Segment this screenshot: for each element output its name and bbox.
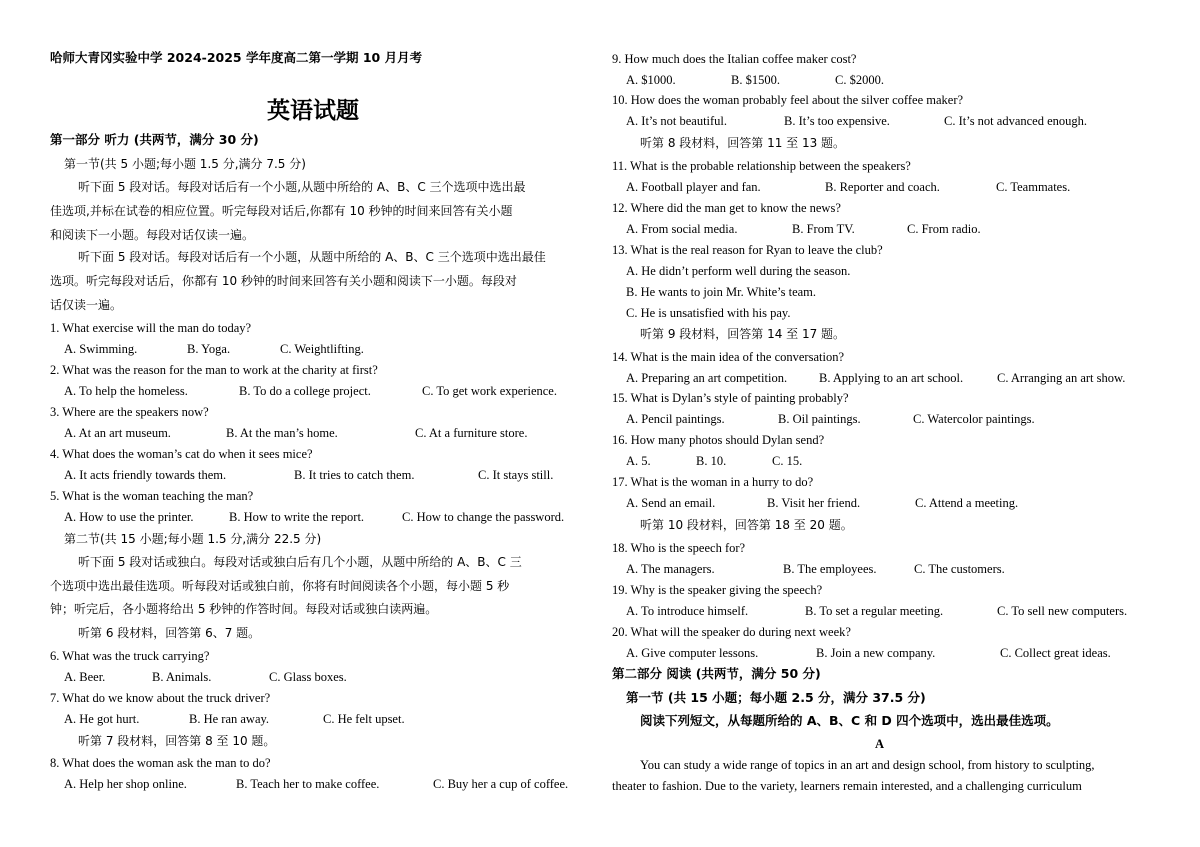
question-9: 9. How much does the Italian coffee maker cost? [612, 52, 857, 66]
option-11a[interactable]: A. Football player and fan. [626, 180, 761, 194]
option-7c[interactable]: C. He felt upset. [323, 712, 405, 726]
option-20c[interactable]: C. Collect great ideas. [1000, 646, 1111, 660]
part2-heading: 第二部分 阅读 (共两节，满分 50 分) [612, 666, 821, 681]
option-19c[interactable]: C. To sell new computers. [997, 604, 1128, 618]
option-2b[interactable]: B. To do a college project. [239, 384, 371, 398]
exam-header: 哈师大青冈实验中学 2024-2025 学年度高二第一学期 10 月月考 [50, 50, 423, 65]
question-1: 1. What exercise will the man do today? [50, 321, 252, 335]
question-13: 13. What is the real reason for Ryan to leave the club? [612, 243, 883, 257]
question-17: 17. What is the woman in a hurry to do? [612, 475, 814, 489]
option-12b[interactable]: B. From TV. [792, 222, 855, 236]
option-8c[interactable]: C. Buy her a cup of coffee. [433, 777, 569, 791]
option-19b[interactable]: B. To set a regular meeting. [805, 604, 944, 618]
material-note: 听第 8 段材料，回答第 11 至 13 题。 [640, 136, 846, 150]
question-3: 3. Where are the speakers now? [50, 405, 209, 419]
option-13b[interactable]: B. He wants to join Mr. White’s team. [626, 285, 817, 299]
option-11b[interactable]: B. Reporter and coach. [825, 180, 940, 194]
question-14: 14. What is the main idea of the conversation? [612, 350, 844, 364]
option-1b[interactable]: B. Yoga. [187, 342, 231, 356]
question-7: 7. What do we know about the truck driver? [50, 691, 271, 705]
option-17a[interactable]: A. Send an email. [626, 496, 716, 510]
option-7a[interactable]: A. He got hurt. [64, 712, 140, 726]
option-2c[interactable]: C. To get work experience. [422, 384, 557, 398]
option-6a[interactable]: A. Beer. [64, 670, 106, 684]
option-9c[interactable]: C. $2000. [835, 73, 884, 87]
instruction-line: 选项。听完每段对话后，你都有 10 秒钟的时间来回答有关小题和阅读下一小题。每段对 [50, 274, 517, 288]
material-note: 听第 6 段材料，回答第 6、7 题。 [78, 626, 261, 640]
instruction-line: 和阅读下一小题。每段对话仅读一遍。 [50, 228, 255, 242]
question-5: 5. What is the woman teaching the man? [50, 489, 254, 503]
option-3a[interactable]: A. At an art museum. [64, 426, 171, 440]
option-1a[interactable]: A. Swimming. [64, 342, 138, 356]
question-18: 18. Who is the speech for? [612, 541, 746, 555]
option-15a[interactable]: A. Pencil paintings. [626, 412, 725, 426]
option-14c[interactable]: C. Arranging an art show. [997, 371, 1126, 385]
option-2a[interactable]: A. To help the homeless. [64, 384, 188, 398]
instruction-line: 佳选项,并标在试卷的相应位置。听完每段对话后,你都有 10 秒钟的时间来回答有关小题 [50, 204, 513, 218]
option-3c[interactable]: C. At a furniture store. [415, 426, 528, 440]
option-9a[interactable]: A. $1000. [626, 73, 676, 87]
question-12: 12. Where did the man get to know the news? [612, 201, 841, 215]
option-12a[interactable]: A. From social media. [626, 222, 738, 236]
material-note: 听第 10 段材料，回答第 18 至 20 题。 [640, 518, 853, 532]
instruction-line: 听下面 5 段对话或独白。每段对话或独白后有几个小题，从题中所给的 A、B、C 三 [78, 555, 522, 569]
option-10c[interactable]: C. It’s not advanced enough. [944, 114, 1088, 128]
option-14b[interactable]: B. Applying to an art school. [819, 371, 964, 385]
part2-sec1-heading: 第一节 (共 15 小题；每小题 2.5 分，满分 37.5 分) [626, 690, 926, 705]
part1-heading: 第一部分 听力 (共两节，满分 30 分) [50, 132, 259, 147]
option-16b[interactable]: B. 10. [696, 454, 727, 468]
option-18b[interactable]: B. The employees. [783, 562, 877, 576]
instruction-line: 话仅读一遍。 [50, 298, 123, 312]
option-6b[interactable]: B. Animals. [152, 670, 212, 684]
option-12c[interactable]: C. From radio. [907, 222, 981, 236]
instruction-line: 个选项中选出最佳选项。听每段对话或独白前，你将有时间阅读各个小题，每小题 5 秒 [50, 579, 510, 593]
option-11c[interactable]: C. Teammates. [996, 180, 1071, 194]
option-13a[interactable]: A. He didn’t perform well during the season. [626, 264, 851, 278]
question-19: 19. Why is the speaker giving the speech? [612, 583, 823, 597]
question-11: 11. What is the probable relationship between the speakers? [612, 159, 911, 173]
option-1c[interactable]: C. Weightlifting. [280, 342, 364, 356]
option-8a[interactable]: A. Help her shop online. [64, 777, 187, 791]
question-15: 15. What is Dylan’s style of painting probably? [612, 391, 849, 405]
option-7b[interactable]: B. He ran away. [189, 712, 270, 726]
option-20a[interactable]: A. Give computer lessons. [626, 646, 759, 660]
instruction-line: 钟；听完后，各小题将给出 5 秒钟的作答时间。每段对话或独白读两遍。 [50, 602, 438, 616]
part2-instruction: 阅读下列短文，从每题所给的 A、B、C 和 D 四个选项中，选出最佳选项。 [640, 713, 1059, 728]
instruction-line: 听下面 5 段对话。每段对话后有一个小题,从题中所给的 A、B、C 三个选项中选出最 [78, 180, 526, 194]
option-4b[interactable]: B. It tries to catch them. [294, 468, 415, 482]
part1-sec2-heading: 第二节(共 15 小题;每小题 1.5 分,满分 22.5 分) [64, 532, 322, 546]
instruction-line: 听下面 5 段对话。每段对话后有一个小题，从题中所给的 A、B、C 三个选项中选出最佳 [78, 250, 546, 264]
passage-line: You can study a wide range of topics in an art and design school, from history to sculpting, [640, 758, 1095, 772]
question-2: 2. What was the reason for the man to work at the charity at first? [50, 363, 378, 377]
material-note: 听第 9 段材料，回答第 14 至 17 题。 [640, 327, 846, 341]
option-15c[interactable]: C. Watercolor paintings. [913, 412, 1035, 426]
option-18c[interactable]: C. The customers. [914, 562, 1005, 576]
question-4: 4. What does the woman’s cat do when it sees mice? [50, 447, 313, 461]
question-16: 16. How many photos should Dylan send? [612, 433, 825, 447]
option-10b[interactable]: B. It’s too expensive. [784, 114, 890, 128]
passage-label: A [875, 737, 885, 751]
option-6c[interactable]: C. Glass boxes. [269, 670, 347, 684]
option-10a[interactable]: A. It’s not beautiful. [626, 114, 728, 128]
question-10: 10. How does the woman probably feel about the silver coffee maker? [612, 93, 964, 107]
question-20: 20. What will the speaker do during next week? [612, 625, 851, 639]
question-8: 8. What does the woman ask the man to do? [50, 756, 271, 770]
part1-sec1-heading: 第一节(共 5 小题;每小题 1.5 分,满分 7.5 分) [64, 157, 306, 171]
option-13c[interactable]: C. He is unsatisfied with his pay. [626, 306, 791, 320]
passage-line: theater to fashion. Due to the variety, learners remain interested, and a challenging curriculum [612, 779, 1082, 793]
option-5b[interactable]: B. How to write the report. [229, 510, 365, 524]
option-3b[interactable]: B. At the man’s home. [226, 426, 338, 440]
option-15b[interactable]: B. Oil paintings. [778, 412, 861, 426]
option-5c[interactable]: C. How to change the password. [402, 510, 565, 524]
option-17c[interactable]: C. Attend a meeting. [915, 496, 1019, 510]
option-9b[interactable]: B. $1500. [731, 73, 780, 87]
option-4c[interactable]: C. It stays still. [478, 468, 554, 482]
option-5a[interactable]: A. How to use the printer. [64, 510, 194, 524]
option-20b[interactable]: B. Join a new company. [816, 646, 936, 660]
option-16c[interactable]: C. 15. [772, 454, 803, 468]
material-note: 听第 7 段材料，回答第 8 至 10 题。 [78, 734, 276, 748]
question-6: 6. What was the truck carrying? [50, 649, 210, 663]
option-19a[interactable]: A. To introduce himself. [626, 604, 749, 618]
option-14a[interactable]: A. Preparing an art competition. [626, 371, 788, 385]
option-4a[interactable]: A. It acts friendly towards them. [64, 468, 227, 482]
option-17b[interactable]: B. Visit her friend. [767, 496, 861, 510]
option-16a[interactable]: A. 5. [626, 454, 651, 468]
option-18a[interactable]: A. The managers. [626, 562, 715, 576]
option-8b[interactable]: B. Teach her to make coffee. [236, 777, 380, 791]
exam-title: 英语试题 [267, 98, 359, 124]
